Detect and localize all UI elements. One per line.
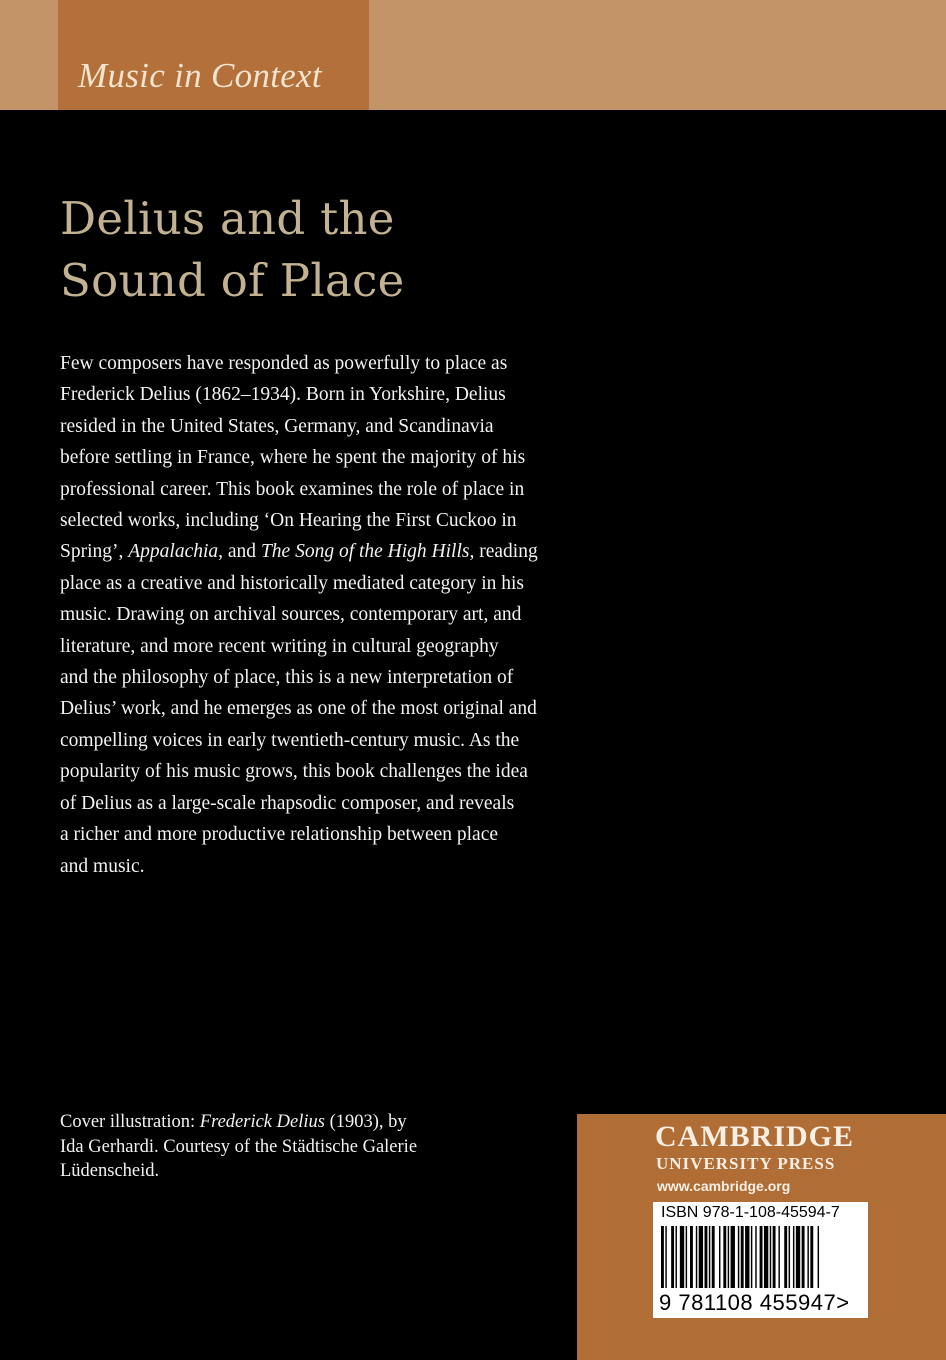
blurb-line: place as a creative and historically mediated category in his [60,572,525,594]
book-description [60,348,580,882]
blurb-line: of Delius as a large-scale rhapsodic composer, and reveals [60,792,515,814]
blurb-line: resided in the United States, Germany, and Scandinavia [60,415,494,437]
book-title-line-1: Delius and the [60,192,395,245]
work-title-high-hills: The Song of the High Hills [260,541,470,563]
blurb-text: , and [218,541,261,563]
ean-group-2: 455947 [759,1290,837,1315]
series-title: Music in Context [78,56,322,95]
blurb-line: literature, and more recent writing in cultural geography [60,635,499,657]
book-title [60,188,405,312]
isbn-barcode [653,1202,868,1318]
ean-end-mark: > [836,1290,850,1315]
blurb-line: before settling in France, where he spent the majority of his [60,447,526,469]
blurb-line: a richer and more productive relationship between place [60,824,499,846]
blurb-text: , reading [469,541,538,563]
blurb-line: selected works, including ‘On Hearing the First Cuckoo in [60,510,517,532]
credit-line: Ida Gerhardi. Courtesy of the Städtische Galerie [60,1136,418,1157]
artwork-title: Frederick Delius [199,1112,325,1132]
blurb-line: compelling voices in early twentieth-century music. As the [60,729,520,751]
ean-group-1: 781108 [678,1290,754,1315]
cover-credit [60,1110,480,1184]
credit-text: (1903), by [324,1112,407,1132]
ean-digits [659,1290,850,1316]
blurb-line: Few composers have responded as powerfully to place as [60,353,508,374]
blurb-line: and music. [60,855,145,877]
work-title-appalachia: Appalachia [128,541,219,563]
blurb-line: and the philosophy of place, this is a new interpretation of [60,667,514,689]
credit-text: Cover illustration: [60,1112,200,1132]
publisher-name: CAMBRIDGE [655,1120,855,1153]
blurb-line: music. Drawing on archival sources, contemporary art, and [60,604,522,626]
blurb-text: Spring’, [60,541,129,563]
publisher-subtitle: UNIVERSITY PRESS [656,1154,836,1173]
book-title-line-2: Sound of Place [60,254,405,307]
blurb-line: professional career. This book examines the role of place in [60,478,525,500]
blurb-line [60,536,580,567]
isbn-number: ISBN 978-1-108-45594-7 [661,1204,840,1221]
blurb-line: popularity of his music grows, this book challenges the idea [60,761,528,783]
publisher-website: www.cambridge.org [657,1178,791,1194]
blurb-line: Delius’ work, and he emerges as one of the most original and [60,698,537,720]
credit-line: Lüdenscheid. [60,1161,160,1181]
credit-line [60,1110,480,1135]
blurb-line: Frederick Delius (1862–1934). Born in Yorkshire, Delius [60,384,506,406]
ean-first-digit: 9 [659,1290,672,1315]
barcode-icon [661,1226,859,1288]
